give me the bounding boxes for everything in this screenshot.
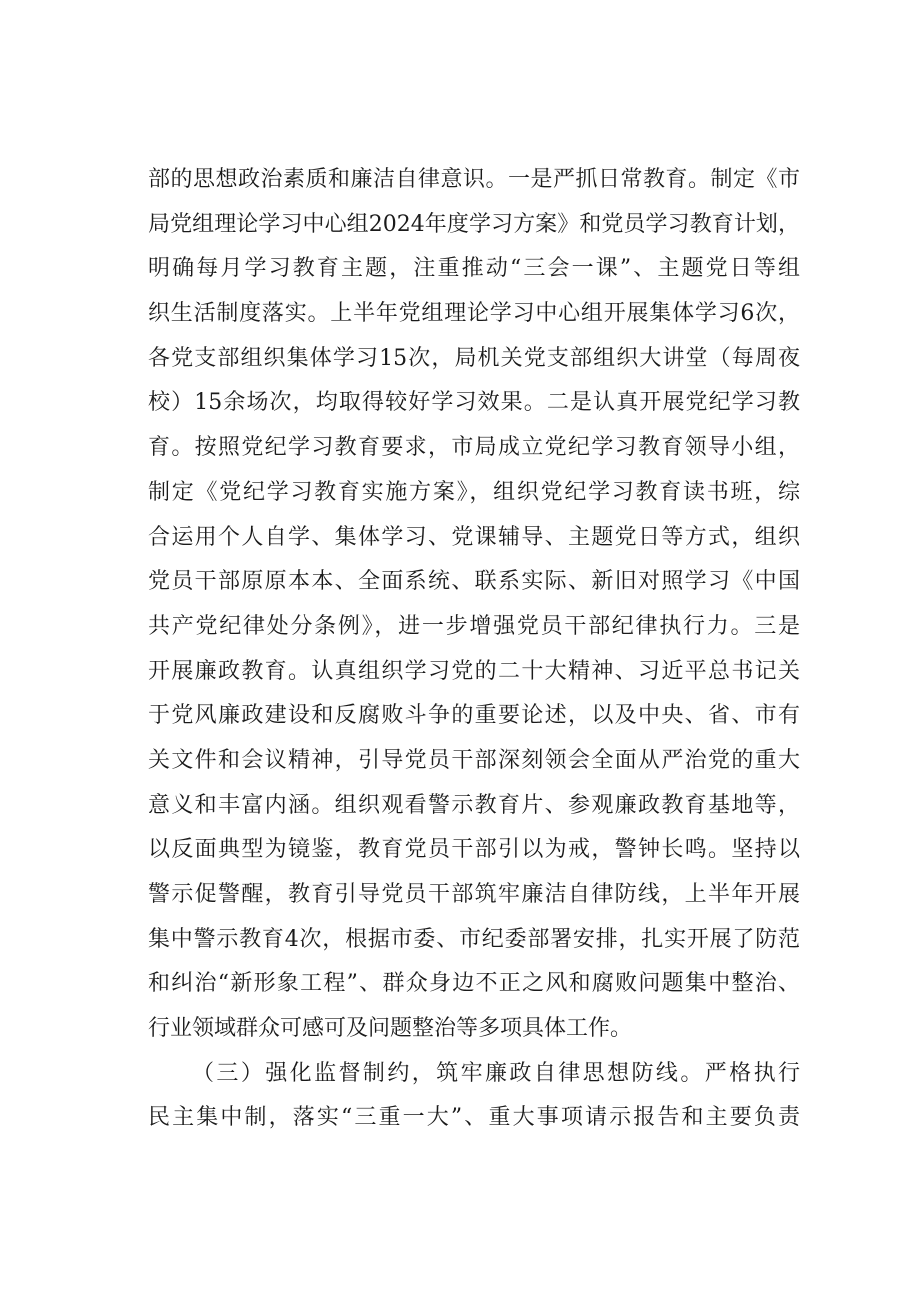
text-line: 警示促警醒，教育引导党员干部筑牢廉洁自律防线，上半年开展: [148, 882, 800, 907]
text-line: 各党支部组织集体学习15次，局机关党支部组织大讲堂（每周夜: [148, 345, 800, 371]
text-line: 明确每月学习教育主题，注重推动“三会一课”、主题党日等组: [148, 256, 800, 282]
text-line: 党员干部原原本本、全面系统、联系实际、新旧对照学习《中国: [148, 569, 800, 595]
text-line: 意义和丰富内涵。组织观看警示教育片、参观廉政教育基地等，: [148, 792, 800, 818]
text-line: 于党风廉政建设和反腐败斗争的重要论述，以及中央、省、市有: [148, 703, 800, 729]
text-line: 和纠治“新形象工程”、群众身边不正之风和腐败问题集中整治、: [148, 971, 800, 997]
text-line: 开展廉政教育。认真组织学习党的二十大精神、习近平总书记关: [148, 658, 800, 684]
text-line: 育。按照党纪学习教育要求，市局成立党纪学习教育领导小组，: [148, 435, 800, 461]
text-line: 关文件和会议精神，引导党员干部深刻领会全面从严治党的重大: [148, 747, 800, 773]
text-line: 织生活制度落实。上半年党组理论学习中心组开展集体学习6次，: [148, 301, 800, 327]
text-line: 以反面典型为镜鉴，教育党员干部引以为戒，警钟长鸣。坚持以: [148, 837, 800, 863]
text-line: 民主集中制，落实“三重一大”、重大事项请示报告和主要负责: [148, 1105, 800, 1131]
text-line: 制定《党纪学习教育实施方案》，组织党纪学习教育读书班，综: [148, 479, 800, 505]
text-line: 局党组理论学习中心组2024年度学习方案》和党员学习教育计划，: [148, 211, 800, 237]
text-line: 合运用个人自学、集体学习、党课辅导、主题党日等方式，组织: [148, 524, 800, 550]
text-line: 集中警示教育4次，根据市委、市纪委部署安排，扎实开展了防范: [148, 926, 800, 952]
section-heading-line: （三）强化监督制约，筑牢廉政自律思想防线。严格执行: [192, 1060, 800, 1086]
body-text: [148, 158, 800, 1141]
text-line: 共产党纪律处分条例》，进一步增强党员干部纪律执行力。三是: [148, 613, 800, 639]
paragraph-end-line: 行业领域群众可感可及问题整治等多项具体工作。: [148, 1016, 633, 1042]
text-line: 部的思想政治素质和廉洁自律意识。一是严抓日常教育。制定《市: [148, 167, 800, 192]
text-line: 校）15余场次，均取得较好学习效果。二是认真开展党纪学习教: [148, 390, 800, 416]
